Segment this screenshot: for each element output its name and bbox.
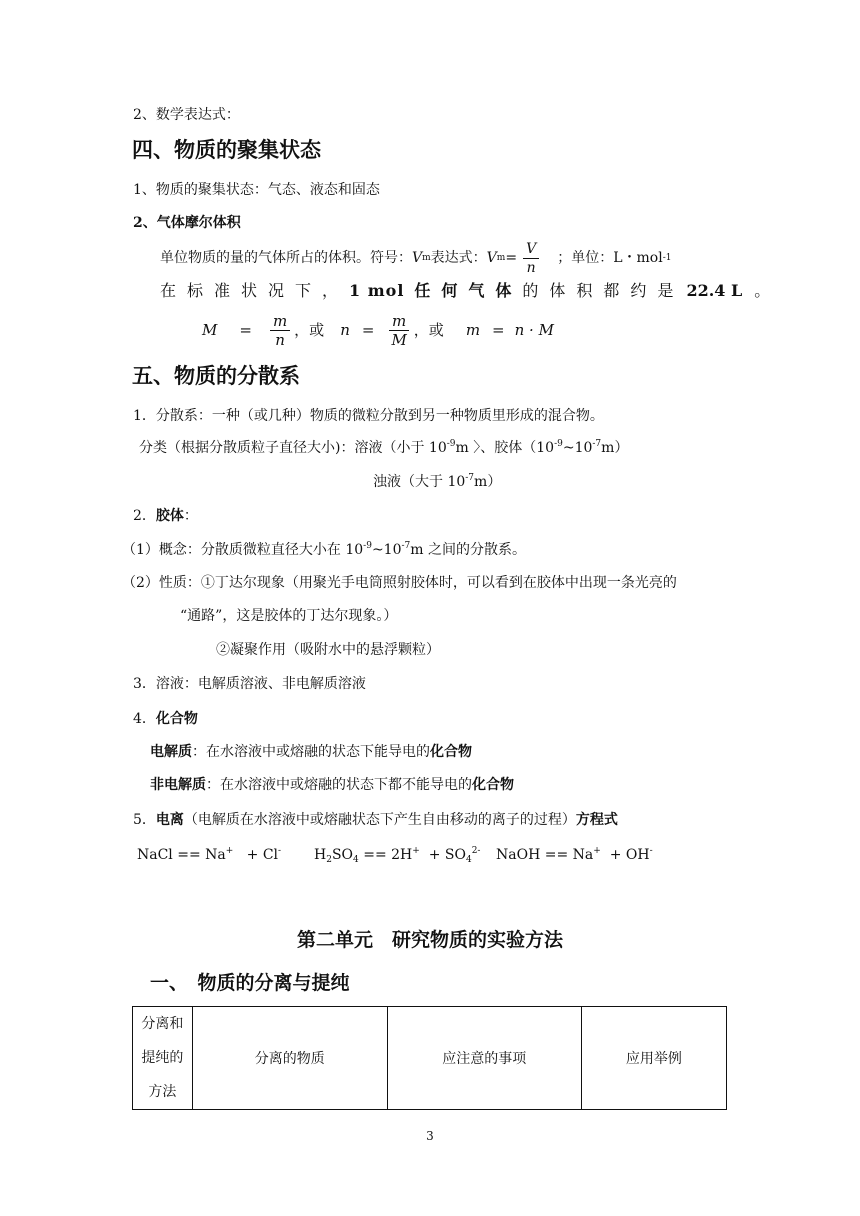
method-header-cell (133, 1007, 193, 1110)
notes-header-cell: 应注意的事项 (387, 1007, 581, 1110)
colloid-heading: 2．胶体： (133, 508, 198, 524)
page-number: 3 (426, 1129, 434, 1143)
section-heading-4: 四、物质的聚集状态 (132, 138, 321, 162)
separation-methods-table (132, 1006, 727, 1110)
m-over-n-fraction: $\frac{m}{n}$ (270, 312, 290, 349)
aggregate-states-line: 1、物质的聚集状态：气态、液态和固态 (133, 182, 380, 198)
colloid-property-tyndall: （2）性质：①丁达尔现象（用聚光手电筒照射胶体时，可以看到在胶体中出现一条光亮的 (122, 575, 677, 591)
substance-header-cell: 分离的物质 (192, 1007, 387, 1110)
dispersion-classification: 分类（根据分散质粒子直径大小)：溶液（小于 $10^{-9}m$ 〉、胶体$(10^{-9}\sim 10^{-7}m)$ (139, 439, 629, 456)
suspension-classification: 浊液（大于 $10^{-7}m$） (373, 473, 502, 490)
colloid-property-coagulation: ②凝聚作用（吸附水中的悬浮颗粒） (216, 642, 440, 658)
equation-nacl: NaCl == Na+ + Cl- (137, 846, 282, 863)
compound-heading: 4．化合物 (133, 711, 198, 727)
molar-mass-formulas: M = $\frac{m}{n}$ ，或 n = $\frac{m}{M}$ ，或 m = n · M (202, 311, 554, 349)
colloid-concept: （1）概念：分散质微粒直径大小在 $10^{-9}\sim 10^{-7}m$ 之间的分散系。 (122, 541, 527, 558)
equation-naoh: NaOH == Na+ + OH- (496, 846, 653, 863)
unit-2-title: 第二单元 研究物质的实验方法 (296, 929, 563, 951)
nonelectrolyte-definition: 非电解质：在水溶液中或熔融的状态下都不能导电的化合物 (150, 777, 514, 793)
vm-fraction: $\frac{V}{n}$ (523, 240, 539, 277)
table-header-row (133, 1007, 727, 1110)
equation-h2so4: $H_2SO_4 == 2H^+ + SO_4^{2-}$ (314, 846, 481, 865)
method-header-line: 方法 (148, 1084, 177, 1100)
section-heading-5: 五、物质的分散系 (132, 364, 300, 388)
dispersion-system-definition: 1．分散系：一种（或几种）物质的微粒分散到另一种物质里形成的混合物。 (133, 408, 604, 424)
m-over-M-fraction: $\frac{m}{M}$ (388, 312, 409, 349)
solution-types: 3．溶液：电解质溶液、非电解质溶液 (133, 676, 366, 692)
molar-volume-definition: 单位物质的量的气体所占的体积。符号： V m 表达式： V m = $\frac{V}{n}$ ；单位：L・mol -1 (160, 240, 672, 276)
electrolyte-definition: 电解质：在水溶液中或熔融的状态下能导电的化合物 (150, 744, 472, 760)
ionization-heading: 5．电离（电解质在水溶液中或熔融状态下产生自由移动的离子的过程）方程式 (133, 812, 618, 828)
standard-conditions-line: 在标准状况下，1 mol 任何气体的体积都约是 22.4 L 。 (160, 281, 771, 300)
example-header-cell: 应用举例 (581, 1007, 726, 1110)
method-header-line: 提纯的 (141, 1050, 184, 1066)
method-header-line: 分离和 (141, 1016, 184, 1032)
tyndall-explanation: “通路”，这是胶体的丁达尔现象。） (180, 608, 398, 624)
separation-section-heading: 一、 物质的分离与提纯 (150, 972, 350, 994)
math-expression-line: 2、数学表达式： (133, 107, 240, 123)
molar-volume-heading: 2、气体摩尔体积 (133, 215, 241, 231)
